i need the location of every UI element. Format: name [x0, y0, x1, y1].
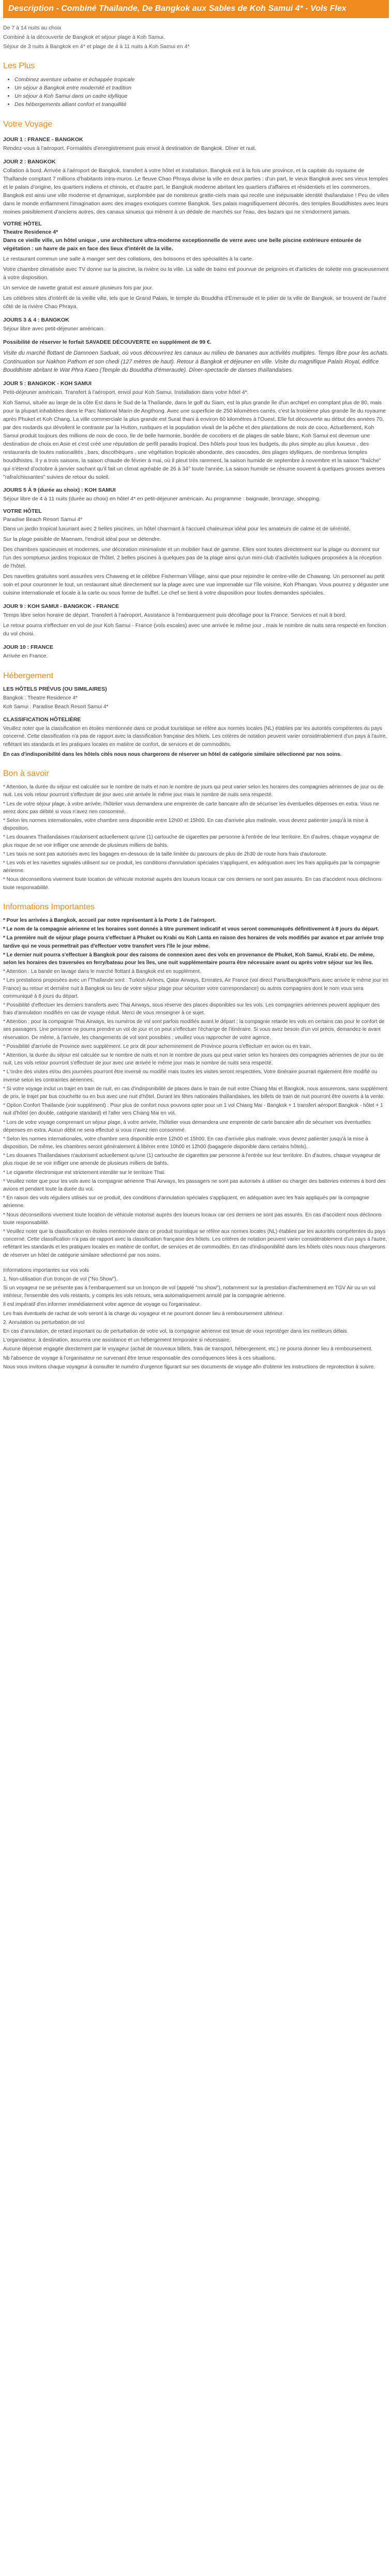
hotel-text: Votre chambre climatisée avec TV donne sur la piscine, la rivière ou la ville. La salle de bains est pourvue de peignoirs et d'articles de toilette mis gracieusement à votre disposition.: [3, 266, 389, 281]
bon-a-savoir-line: * Selon les normes internationales, votre chambre sera disponible entre 12h00 et 15h00. En cas d'arrivée plus matinale, vous devrez patienter jusqu'à la mise à disposition.: [3, 818, 368, 832]
vols-line: 1. Non-utilisation d'un tronçon de vol ("No Show").: [3, 1276, 118, 1282]
plus-item: • Des hébergements alliant confort et tranquillité: [14, 101, 389, 109]
info-line: * Attention : La bande en lavage dans le marché flottant à Bangkok est en supplément.: [3, 969, 202, 975]
hotel-label: VOTRE HÔTEL: [3, 221, 42, 227]
info-line: * En raison des vols réguliers utilisés sur ce produit, des conditions d'annulation spéciales s'appliquent, en adéquation avec les frais appliqués par la compagnie aérienne.: [3, 1195, 369, 1209]
vols-line: 2. Annulation ou perturbation de vol: [3, 1319, 85, 1325]
vols-line: Aucune dépense engagée directement par le voyageur (achat de nouveaux billets, frais de transport, hébergement, etc.) ne pourra donner lieu à remboursement.: [3, 1346, 373, 1352]
intro-line: De 7 à 14 nuits au choix: [3, 24, 62, 31]
info-line: * Veuillez noter que la classification en étoiles mentionnée dans ce produit touristique se réfère aux normes locales (NL) établies par les autorités compétentes du pays concerné. Cette classification n'a pas de rapport avec la classification française des hôtels. Les critères de notation peuvent varier considérablement d'un pays à l'autre, reflétant les standards et les pratiques locales en matière de confort, de services et de commodités. En cas d'indisponibilité dans les hôtels cités nous nous chargerons de réserver un hôtel de catégorie similaire sélectionné par nos soins.: [3, 1228, 387, 1258]
hotels-heading: LES HÔTELS PRÉVUS (OU SIMILAIRES): [3, 685, 107, 692]
plus-item: • Combinez aventure urbaine et échappée tropicale: [14, 76, 389, 84]
intro-line: Séjour de 3 nuits à Bangkok en 4* et plage de 4 à 11 nuits à Koh Samui en 4*: [3, 43, 190, 50]
info-line: * Veuillez noter que pour les vols avec la compagnie aérienne Thaï Airways, les passagers ne sont pas autorisés à utiliser ou charger des batteries externes à bord des avions et pendant toute la durée du vol.: [3, 1178, 386, 1193]
vols-line: Si un voyageur ne se présente pas à l'embarquement sur un tronçon de vol (appelé "no show"), notamment sur la prestation d'acheminement en TGV Air ou un vol intérieur, l'ensemble des vols restants, y compris les vols retours, sera automatiquement annulé par la compagnie aérienne.: [3, 1285, 376, 1299]
day-title: JOURS 3 & 4 : BANGKOK: [3, 317, 69, 323]
day-text: Le retour pourra s'effectuer en vol de jour Koh Samui - France (vols escales) avec une arrivée le même jour , mais le nombre de nuits sera respecté en fonction du vol choisi.: [3, 622, 386, 637]
day-title: JOUR 1 : FRANCE - BANGKOK: [3, 136, 83, 143]
day-title: JOUR 10 : FRANCE: [3, 644, 53, 650]
vols-line: Les frais éventuels de rachat de vols seront à la charge du voyageur et ne pourront donner lieu à remboursement ultérieur.: [3, 1310, 284, 1317]
section-title-voyage: Votre Voyage: [3, 119, 53, 129]
day-title: JOUR 2 : BANGKOK: [3, 158, 56, 165]
option-description: Visite du marché flottant de Damnoen Saduak, où vous découvrirez les canaux au milieu de bananes aux activités multiples. Temps libre pour les achats. Continuation sur Nakhon Pathom et son chedi (127 mètres de haut). Retour à Bangkok et déjeuner en ville. Visite du magnifique Palais Royal, édifice Bouddhiste abritant le Wat Phra Kaeo (Temple du Bouddha d'émeraude). Dîner-spectacle de danses thaïlandaises.: [3, 349, 389, 374]
bon-a-savoir-line: * Attention, la durée du séjour est calculée sur le nombre de nuits et non le nombre de jours qui peut varier selon les horaires des compagnies aériennes de jour ou de nuit. Les vols retour pourront s'effectuer de jour avec une arrivée le même jour mais le nombre de nuits sera respecté.: [3, 784, 384, 798]
info-line: * Attention : pour la compagnie Thai Airways, les numéros de vol sont parfois modifiés avant le départ : la compagnie retarde les vols en certains cas pour le confort de ses passagers. Une personne ne pourra prendre un vol de jour et on peut s'effectuer l'échange de l'itinéraire. Si vous avez besoin d'un vol précis, demandez-le avant réservation. De même, à l'arrivée, les changements de vol sont possibles ; veuillez vous rapprocher de votre agence.: [3, 1019, 385, 1041]
vols-line: Il est impératif d'en informer immédiatement votre agence de voyage ou l'organisateur.: [3, 1302, 201, 1308]
hotel-text: Des chambres spacieuses et modernes, une décoration minimaliste et un mobilier haut de gamme. Elles sont toutes directement sur la plage ou donnent sur l'un des somptueux jardins tropicaux de l'hôtel. 2 belles piscines à quelques pas de la plage ainsi qu'un mini-club d'activités ludiques proposées à la réception de l'hôtel.: [3, 546, 382, 570]
page-title-banner: [3, 0, 389, 18]
info-bold-line: * La première nuit de séjour plage pourra s'effectuer à Phuket ou Krabi ou Koh Lanta en raison des horaires de vols modifiés par avance et par arrivée trop tardive qui ne vous permettrait pas d'effectuer votre transfert vers l'île le jour même.: [3, 935, 384, 949]
hotel-line: Koh Samui : Paradise Beach Resort Samui 4*: [3, 704, 109, 710]
info-line: * Possibilité d'arrivée de Province avec supplément. Le prix dit pour acheminement de Province pourra s'effectuer en avion ou en train.: [3, 1043, 311, 1049]
info-line: * Les prestations proposées avec un l'Thaïlande sont : Turkish Airlines, Qatar Airways, Emirates, Air France (vol direct Paris/Bangkok/Paris avec arrivée le même jour en France) au retour et dernière nuit à Bangkok ou lieu de votre séjour plage pour sécuriser votre correspondance) ou autres compagnies dont le nom vous sera communiqué à 8 jours du départ.: [3, 978, 389, 999]
classification-note: En cas d'indisponibilité dans les hôtels cités nous nous chargerons de réserver un hôtel de catégorie similaire sélectionné par nos soins.: [3, 751, 342, 757]
hotel-text: Des navettes gratuites sont assurées vers Chaweng et le célèbre Fisherman Village, ainsi que pour rejoindre le centre-ville de Chawang. Un personnel au petit soin et pour couronner le tout, un restaurant situé directement sur la plage avec une vue imprenable sur l'île voisine, Koh Phangan. Vous pourrez y déguster une cuisine internationale et locale à la carte ou sous forme de buffet. Le chef se tient à votre disposition pour toutes demandes spéciales.: [3, 573, 389, 596]
info-bold-line: * Pour les arrivées à Bangkok, accueil par notre représentant à la Porte 1 de l'aéroport.: [3, 918, 216, 924]
vols-line: Nous vous invitons chaque voyageur à consulter le numéro d'urgence figurant sur ses documents de voyage afin d'obtenir les instructions de reprotection à suivre.: [3, 1364, 375, 1370]
info-bold-line: * Le nom de la compagnie aérienne et les horaires sont donnés à titre purement indicatif et vous seront communiqués définitivement à 8 jours du départ.: [3, 926, 379, 933]
info-bold-line: * Le dernier nuit pourra s'effectuer à Bangkok pour des raisons de connexion avec des vols en provenance de Phuket, Koh Samui, Krabi etc. De même, selon les horaires des traversées en ferry/bateau pour les îles, une nuit supplémentaire pourra être nécessaire avant ou après votre séjour sur les îles.: [3, 952, 375, 966]
classification-text: Veuillez noter que la classification en étoiles mentionnée dans ce produit touristique se réfère aux normes locales (NL) établies par les autorités compétentes du pays concerné. Cette classification n'a pas de rapport avec la classification française des hôtels. Les critères de notation peuvent varier considérablement d'un pays à l'autre, reflétant les standards et les pratiques locales en matière de confort, de services et de commodités.: [3, 726, 387, 748]
day-title: JOUR 9 : KOH SAMUI - BANGKOK - FRANCE: [3, 603, 119, 609]
day-text: Rendez-vous à l'aéroport. Formalités d'enregistrement puis envol à destination de Bangkok. Dîner et nuit.: [3, 145, 257, 151]
day-title: JOURS 5 À 9 (durée au choix) : KOH SAMUI: [3, 487, 116, 494]
info-line: * L'ordre des visites et/ou des journées pourront être inversé ou modifié mais toutes les visites seront respectées. Votre itinéraire pourrait également être modifié ou inversé selon les contraintes aériennes.: [3, 1069, 378, 1083]
day-text: Koh Samui, située au large de la côte Est dans le Sud de la Thaïlande, dans le golf du Siam, est la plus grande île d'un archipel en comptant plus de 80, mais pour la plupart inhabitées dans le Parc National Marin de Angthong. Avec une superficie de 250 kilomètres carrés, c'est la troisième plus grande île du royaume après Phuket et Koh Chang. La ville commerciale la plus grande est Surat thani à environ 60 kilomètres à l'Ouest. Elle fut découverte au début des années 70, par des routards qui dévoilent le contraste par la Hutton, rustiques et la population vivait de la pêche et des plantations de noix de coco. Actuellement, Koh Samui produit toujours des millions de noix de coco. Ile de belle harmonie, bordée de cocotiers et de plages de sable blanc, Koh Samui est devenue une destination de choix en Asie et c'est créé une réputation de perfil paradis tropical. Des hôtels pour tous les budgets, du plus simple au plus luxueux , des restaurants de toutes nationalités , bars, discothèques , une végétation tropicale abondante, des cascades, des plages idylliques, de nombreux temples bouddhistes. Il y a trois saisons, la saison chaude de février à mai, où il pleut très rarement, la saison humide de septembre à novembre et la saison "fraîche" qui s'étend d'octobre à janvier sachant qu'il fait un climat agréable de 26 à 34° toute l'année. La saison humide se résume souvent à quelques grosses averses "rafraîchissantes" suivies de retour du soleil.: [3, 399, 386, 480]
intro-section: [3, 24, 389, 51]
vols-line: En cas d'annulation, de retard important ou de perturbation de votre vol, la compagnie aérienne est tenue de vous reprotéger dans les meilleurs délais.: [3, 1329, 349, 1335]
section-title-hebergement: Hébergement: [3, 671, 53, 680]
hotel-label: VOTRE HÔTEL: [3, 508, 42, 515]
bon-a-savoir-line: * Les taxis ne sont pas autorisés avec les bagages en-dessous de la taille limitée du parcours de plus de 2h30 de route hors frais d'autoroute.: [3, 851, 327, 857]
day-title: JOUR 5 : BANGKOK - KOH SAMUI: [3, 380, 92, 387]
info-line: * Attention, la durée du séjour est calculée sur le nombre de nuits et non le nombre de jours qui peut varier selon les horaires des compagnies aériennes de jour ou de nuit. Les vols retour pourront s'effectuer de jour avec une arrivée le même jour mais le nombre de nuits sera respecté.: [3, 1053, 384, 1066]
section-title-infos: Informations Importantes: [3, 902, 95, 911]
section-title-plus: Les Plus: [3, 62, 35, 71]
section-title-bon-a-savoir: Bon à savoir: [3, 769, 49, 778]
hotel-line: Bangkok : Theatre Residence 4*: [3, 695, 78, 701]
vols-line: L'organisateur, à destination, assurera une assistance et un hébergement temporaire si nécessaire.: [3, 1337, 231, 1344]
info-line: * Option Confort Thaïlande (voir supplément) : Pour plus de confort nous pouvons opter pour un 1 vol Chiang Mai - Bangkok + 1 transfert aéroport Bangkok - hôtel + 1 nuit d'hôtel (en double, catégorie standard) et l'aller vers Chiang Mai en vol.: [3, 1103, 383, 1117]
info-line: * Selon les normes internationales, votre chambre sera disponible entre 12h00 et 15h00. En cas d'arrivée plus matinale, vous devrez patienter jusqu'à la mise à disposition. De même, les chambres seront généralement à libérer entre 10h00 et 12h00 (bagagerie disponible dans certains hôtels).: [3, 1136, 368, 1150]
info-line: * Lors de votre voyage comprenant un séjour plage, à votre arrivée, l'hôtelier vous demandera une empreinte de carte bancaire afin de sécuriser vos éventuelles dépenses en extra. Aucun débit ne sera effectué si vous n'avez rien consommé.: [3, 1119, 371, 1133]
option-highlight: Possibilité de réserver le forfait SAVADEE DÉCOUVERTE en supplément de 99 €.: [3, 339, 212, 345]
info-line: * Les douanes Thaïlandaises n'autorisent actuellement qu'une (1) cartouche de cigarettes par personne à l'entrée sur leur territoire. En d'autres, chaque voyageur de plus risque de se voir infliger une amende de plusieurs milliers de bahts.: [3, 1153, 381, 1167]
bon-a-savoir-line: * Les douanes Thaïlandaises n'autorisent actuellement qu'une (1) cartouche de cigarettes par personne à l'entrée de leur territoire. En d'autres, chaque voyageur de plus risque de se voir infliger une amende de plusieurs milliers de bahts.: [3, 834, 379, 848]
day-text: Temps libre selon horaire de départ. Transfert à l'aéroport, Assistance à l'embarquement puis décollage pour la France. Services et nuit à bord.: [3, 612, 346, 618]
info-line: * Si votre voyage inclut un trajet en train de nuit, en cas d'indisponibilité de places dans le train de nuit entre Chiang Mai et Bangkok, nous assurerons, sans supplément de prix, le trajet par bus couchette ou en bus avec une nuit d'hôtel. Durant les fêtes nationales thaïlandaises, les billets de train de nuit pourront être ouverts à la vente.: [3, 1086, 387, 1100]
classification-heading: CLASSIFICATION HÔTELIÈRE: [3, 717, 81, 723]
page-title: Description - Combiné Thaïlande, De Bangkok aux Sables de Koh Samui 4* - Vols Flex: [8, 4, 346, 13]
plus-item: • Un séjour à Bangkok entre modernité et tradition: [14, 84, 389, 93]
day-text: Collation à bord. Arrivée à l'aéroport de Bangkok, transfert à votre hôtel et installation. Bangkok est à la fois une province, et la capitale du royaume de Thaïlande comptant 7 millions d'habitants intra-muros. Le fleuve Chao Phraya divise la ville en deux parties : d'un part, le vieux Bangkok avec ses vieux temples et le palais d'origine, les quartiers indiens et chinois, et d'autre part, le Bangkok moderne abritant les quartiers d'affaires et résidentiels et les commerces. Bangkok est ainsi une ville moderne et dynamique, surplombée par de nombreux gratte-ciels mais qui recèle une inépuisable identité thaïlandaise ! Peu de villes dans le monde enflamment l'imagination avec des images exotiques comme Bangkok. Ses palais magnifiquement décorés, des temples Bouddhistes avec leurs moines paisiblement d'anciens autres, des canaux sinueux qui mènent à un dédale de marchés sur l'eau, des bazars qui ne s'endorment jamais.: [3, 167, 389, 215]
hotel-text: Sur la plage paisible de Maenam, l'endroit idéal pour se détendre.: [3, 536, 161, 543]
hotel-name: Paradise Beach Resort Samui 4*: [3, 516, 83, 523]
bon-a-savoir-line: * Nous déconseillons vivement toute location de véhicule motorisé auprès des loueurs locaux car ces derniers ne sont pas assurés. En cas d'accident nous déclinons toute responsabilité.: [3, 877, 382, 891]
hotel-text: Un service de navette gratuit est assuré plusieurs fois par jour.: [3, 285, 154, 292]
info-line: * Nous déconseillons vivement toute location de véhicule motorisé auprès des loueurs locaux car ces derniers ne sont pas assurés. En cas d'accident nous déclinons toute responsabilité.: [3, 1212, 382, 1226]
hotel-text: Les célèbres sites d'intérêt de la vieille ville, tels que le Grand Palais, le temple du Bouddha d'Émeraude et le pilier de la ville de Bangkok, se trouvent de l'autre côté de la rivière Chao Phraya.: [3, 295, 386, 310]
hotel-text: Dans un jardin tropical luxuriant avec 2 belles piscines, un hôtel charmant à l'accueil chaleureux idéal pour les amateurs de calme et de sérénité.: [3, 526, 351, 532]
hotel-highlight: Dans ce vieille ville, un hôtel unique , une architecture ultra-moderne exceptionnelle de verre avec une belle piscine extérieure entourée de végétation : un havre de paix en face des lieux d'intérêt de la ville.: [3, 237, 361, 252]
day-text: Arrivée en France.: [3, 652, 48, 659]
intro-line: Combiné à la découverte de Bangkok et séjour plage à Koh Samui.: [3, 34, 165, 40]
day-text: Séjour libre de 4 à 11 nuits (durée au choix) en hôtel 4* en petit-déjeuner américain. Au programme : baignade, bronzage, shopping.: [3, 496, 321, 502]
vols-heading: Informations importantes sur vos vols: [3, 1267, 89, 1273]
plus-list: [3, 76, 389, 109]
bon-a-savoir-line: * Les vols et les navettes signalés utilisent sur ce produit, les conditions d'annulation spéciales s'appliquent, en adéquation avec les frais appliqués par la compagnie aérienne.: [3, 860, 380, 874]
info-line: * Le cigarette électronique est strictement interdite sur le territoire Thaï.: [3, 1169, 166, 1176]
bon-a-savoir-line: * Les de votre séjour plage, à votre arrivée, l'hôtelier vous demandera une empreinte de carte bancaire afin de sécuriser les éventuelles dépenses en extra. Vous ne serez donc pas débité si vous n'avez rien consommé.: [3, 801, 379, 815]
hotel-name: Theatre Residence 4*: [3, 229, 58, 236]
info-line: * Possibilité d'effectuer les derniers transferts avec Thai Airways, sous réserve des places disponibles sur les vols. Les compagnies aériennes peuvent appliquer des frais d'annulation modifiés en cas de voyage réduit. Merci de vous renseigner à ce sujet.: [3, 1002, 380, 1016]
day-text: Séjour libre avec petit-déjeuner américain.: [3, 325, 105, 332]
vols-line: Nb l'absence de voyage à l'organisateur ne survenant être tenue responsable des conséquences liées à ces situations.: [3, 1355, 276, 1361]
plus-item: • Un séjour à Koh Samui dans un cadre idyllique: [14, 93, 389, 101]
hotel-text: Le restaurant commun une salle à manger sert des collations, des boissons et des spécialités à la carte.: [3, 256, 253, 263]
day-text: Petit-déjeuner américain. Transfert à l'aéroport, envol pour Koh Samui. Installation dans votre hôtel 4*.: [3, 389, 249, 395]
